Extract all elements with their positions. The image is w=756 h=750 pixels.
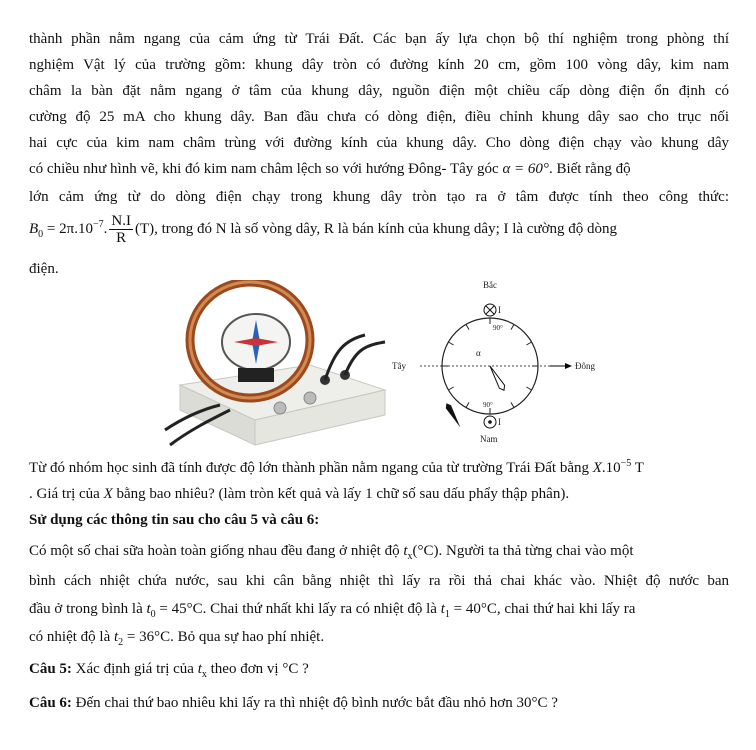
text-segment: , trong đó N là số vòng dây, R là bán kính của khung dây; I là cường độ dòng [154,221,618,237]
compass-diagram [390,280,600,450]
t2-value: = 36°C [123,629,171,645]
text-segment: có chiều như hình vẽ, khi đó kim nam châm lệch so với hướng Đông- Tây góc [29,161,503,177]
text-segment: , chai thứ hai khi lấy ra [496,601,636,617]
text-line: châm la bàn đặt nằm ngang ở tâm của khung dây, nguồn điện một chiều cấp dòng điện ổn định có [29,83,729,99]
tx-unit: (°C) [412,543,439,559]
experiment-photo [160,280,395,450]
formula-fraction [109,213,133,246]
x-variable: X [103,486,113,502]
t0-var: t [146,601,151,617]
t1-value: = 40°C [449,601,497,617]
t2-var: t [113,629,119,645]
text-segment: . Giá trị của [29,486,104,502]
text-segment: . Bỏ qua sự hao phí nhiệt. [170,629,325,645]
formula-exp: −7 [92,219,104,230]
text-segment: theo đơn vị °C ? [206,661,309,677]
t1-sub: 1 [444,609,450,620]
text-line [29,160,729,178]
t0-value: = 45°C [155,601,203,617]
text-segment: ? [547,695,558,711]
text-line [29,485,729,503]
formula-unit: (T) [134,221,155,237]
fraction-denominator: R [116,230,127,247]
text-segment: . Biết rằng độ [548,161,631,177]
formula: $B_0 = 2\pi.10^{-7}$. $\frac{N.I}{R}$ (T) [29,213,155,247]
text-line [29,628,729,646]
label-east: Đông [575,361,595,371]
question-label: Câu 6: [29,695,72,711]
tx-var: t [197,661,202,677]
text-segment: . Chai thứ nhất khi lấy ra có nhiệt độ là [202,601,441,617]
question-6 [29,694,729,712]
text-line: bình cách nhiệt chứa nước, sau khi cân bằng nhiệt thì lấy ra rồi thả chai khác vào. Nhiệt độ nước ban [29,573,729,589]
label-current-top: I [498,305,501,315]
power-exp: −5 [620,458,632,469]
question-5 [29,660,729,678]
alpha-value: α = 60° [502,161,549,177]
text-segment: Có một số chai sữa hoàn toàn giống nhau đều đang ở nhiệt độ [29,543,404,559]
label-angle-top: 90° [493,324,503,332]
label-north: Bắc [483,280,497,290]
tx-sub: x [407,551,413,562]
text-line: điện. [29,261,59,277]
question-label: Câu 5: [29,661,72,677]
label-west: Tây [392,361,406,371]
tx-var: t [403,543,408,559]
label-south: Nam [480,434,498,444]
power-base: .10 [601,460,621,476]
text-segment: Đến chai thứ bao nhiêu khi lấy ra thì nhiệt độ bình nước bắt đầu nhỏ hơn [71,695,517,711]
text-line [29,600,729,618]
figure [160,280,600,450]
text-segment: đầu ở trong bình là [29,601,147,617]
t0-sub: 0 [150,609,156,620]
formula-coeff: = 2π.10 [43,221,93,237]
text-line [29,542,729,560]
tx-sub: x [201,669,207,680]
text-line: hai cực của kim nam châm trùng với đường kính của khung dây. Cho dòng điện chạy vào khung dây [29,135,729,151]
text-line: thành phần nằm ngang của cảm ứng từ Trái Đất. Các bạn ấy lựa chọn bộ thí nghiệm trong phòng thí [29,31,729,47]
t2-sub: 2 [118,637,124,648]
t1-var: t [440,601,445,617]
text-segment: . Người ta thả từng chai vào một [438,543,634,559]
formula-b: B [29,221,39,237]
threshold-value: 30°C [516,695,548,711]
text-line: cường độ 25 mA cho khung dây. Ban đầu chưa có dòng điện, điều chỉnh khung dây sao cho trục nối [29,109,729,125]
text-line [29,459,729,477]
label-angle-bottom: 90° [483,401,493,409]
formula-sub: 0 [38,229,44,240]
text-segment: có nhiệt độ là [29,629,114,645]
formula-line [29,212,729,246]
fraction-numerator: N.I [111,213,131,230]
x-variable: X [592,460,602,476]
label-current-bottom: I [498,417,501,427]
text-segment: bằng bao nhiêu? (làm tròn kết quả và lấy 1 chữ số sau dấu phẩy thập phân). [112,486,570,502]
text-segment: Xác định giá trị của [71,661,198,677]
section-heading: Sử dụng các thông tin sau cho câu 5 và câu 6: [29,512,320,528]
text-segment: Từ đó nhóm học sinh đã tính được độ lớn thành phần nằm ngang của từ trường Trái Đất bằng [29,460,593,476]
text-line: nghiệm Vật lý của trường gồm: khung dây tròn có đường kính 20 cm, gồm 100 vòng dây, kim nam [29,57,729,73]
label-alpha: α [476,348,481,358]
text-line: lớn cảm ứng từ do dòng điện chạy trong khung dây tròn tạo ra ở tâm được tính theo công thức: [29,189,729,205]
unit: T [631,460,644,476]
